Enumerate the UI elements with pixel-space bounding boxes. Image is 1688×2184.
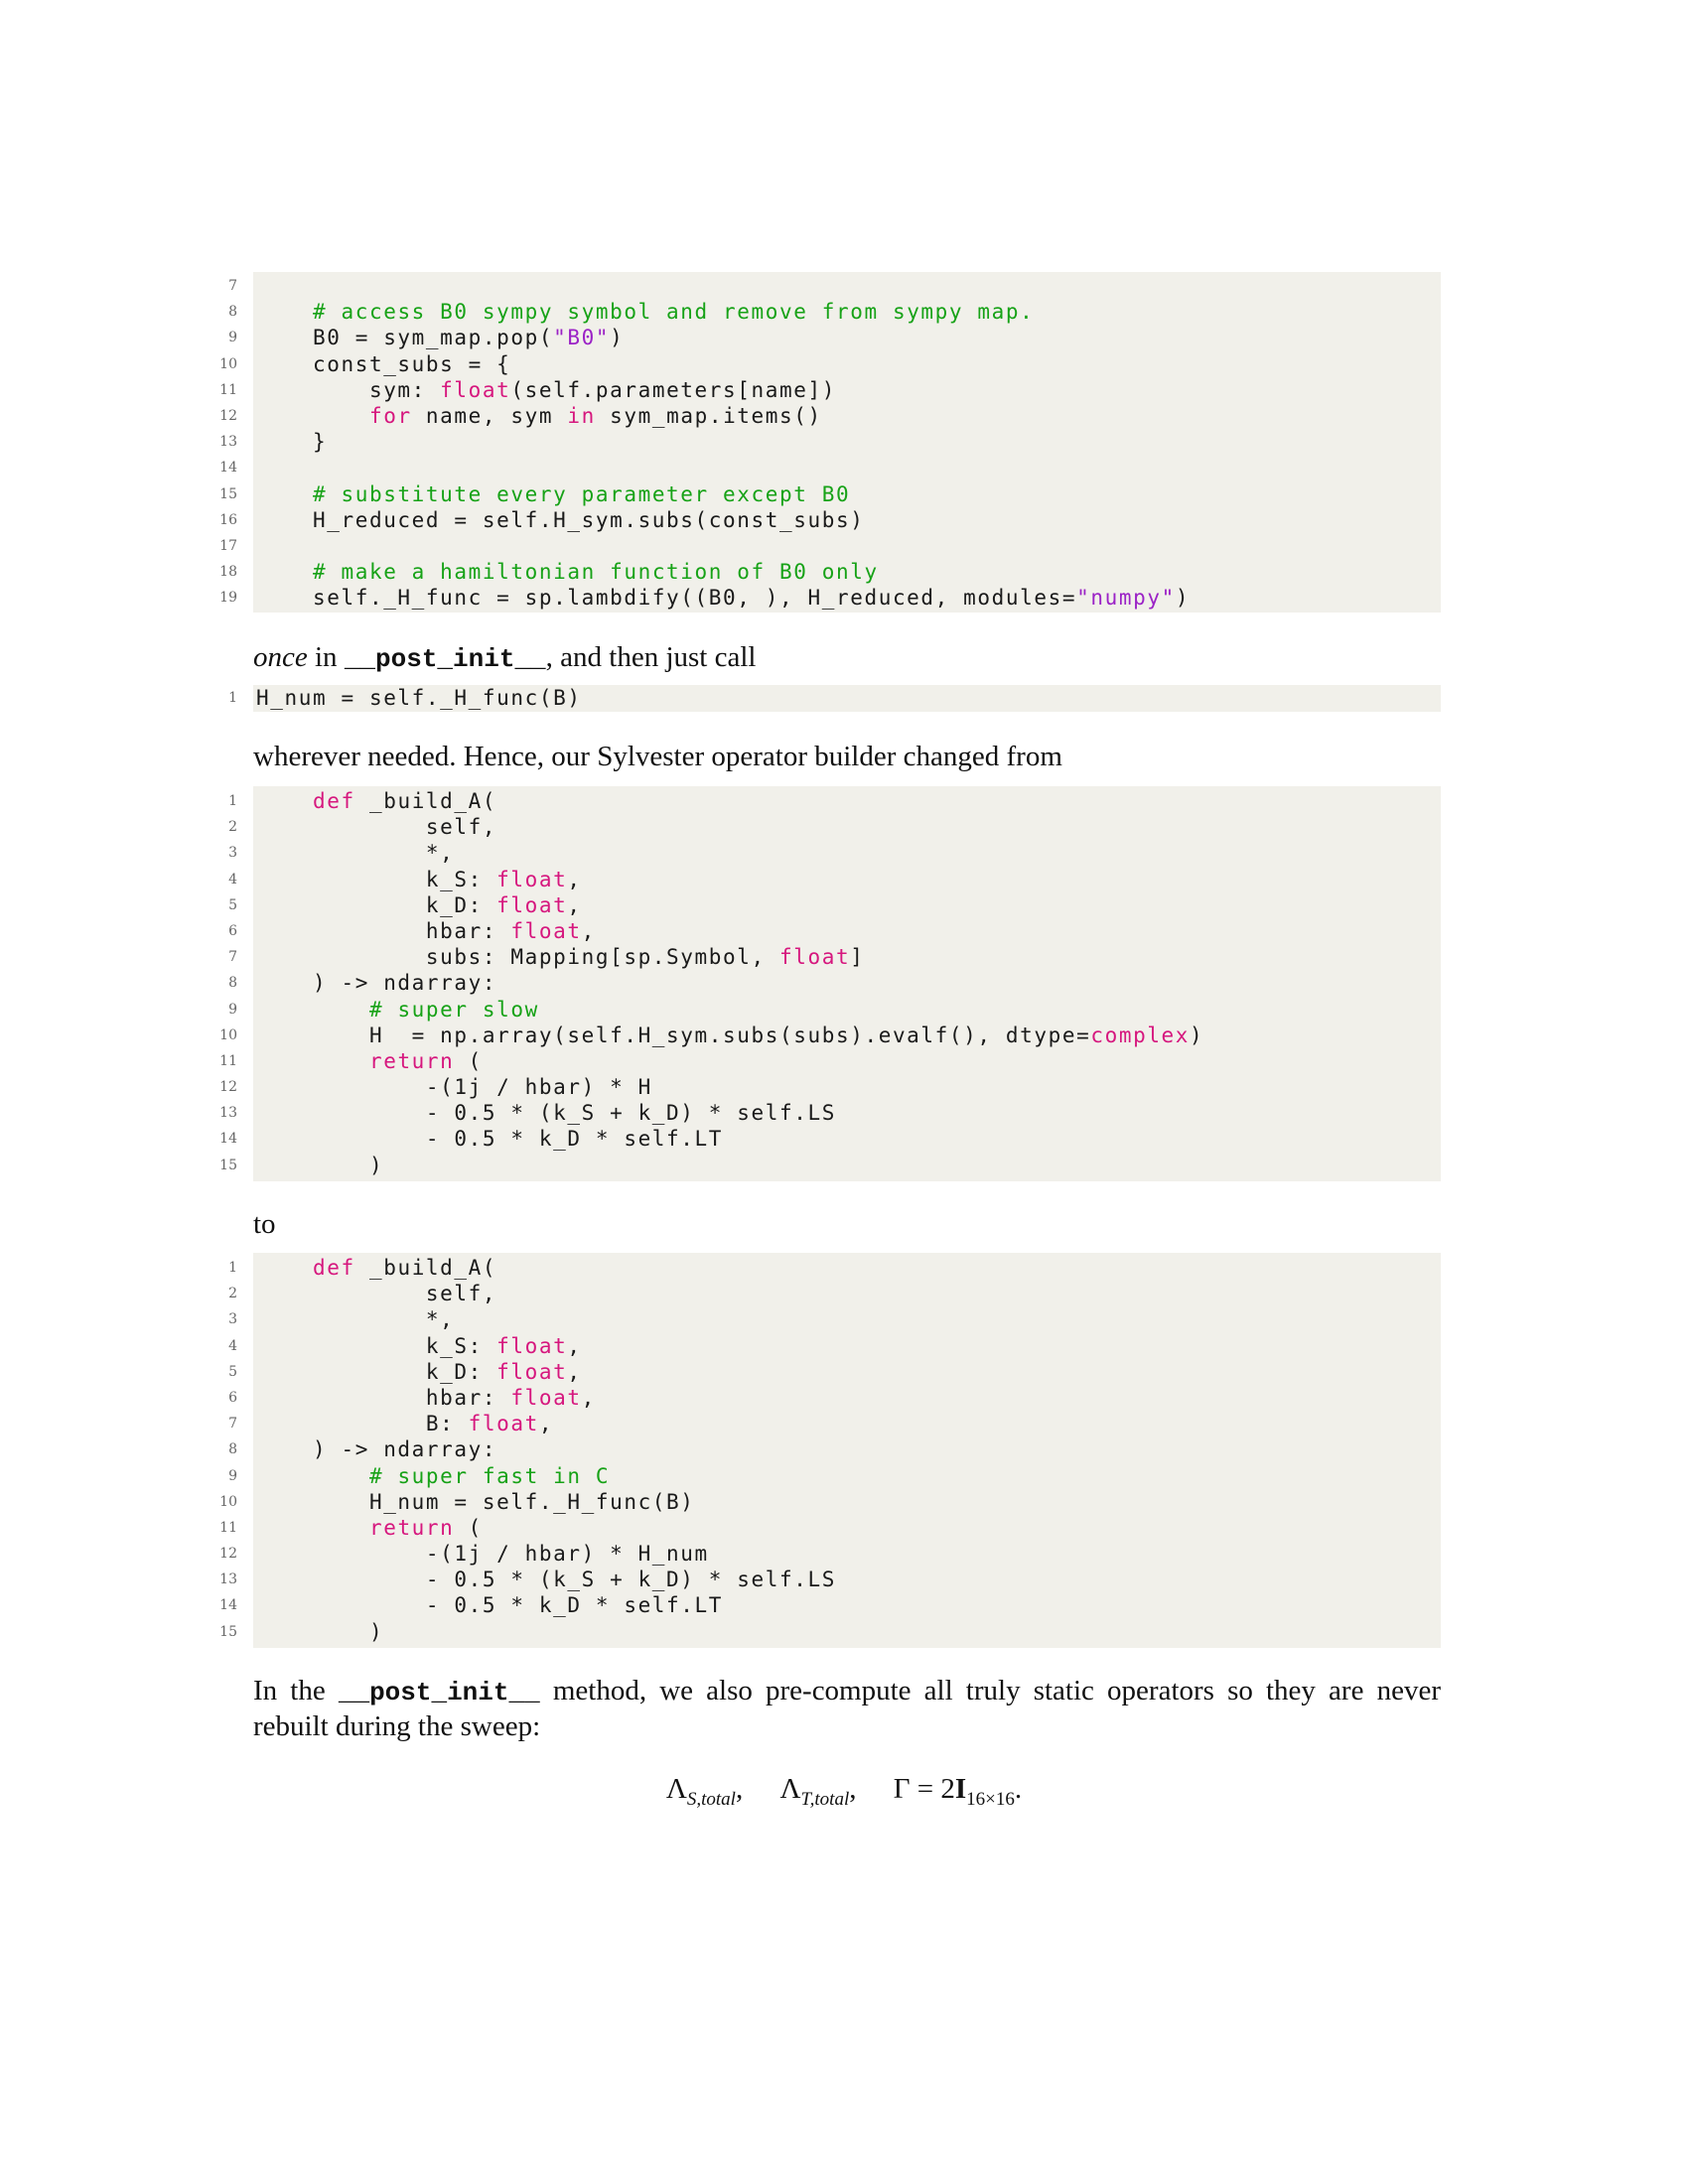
line-number: 9 [228, 330, 237, 346]
line-number: 12 [219, 1546, 237, 1563]
line-number: 17 [219, 537, 237, 554]
code-line [228, 892, 1441, 918]
code-line [219, 351, 1441, 377]
line-number: 4 [228, 871, 237, 887]
code-keyword: def [312, 789, 355, 813]
inline-code: __post_init__ [338, 1678, 540, 1707]
code-keyword: float [510, 918, 582, 943]
code-line [228, 273, 1441, 299]
code-token: k_D: [256, 892, 497, 917]
code-text [256, 429, 327, 455]
code-token: k_S: [256, 867, 497, 891]
code-token: - 0.5 * k_D * self.LT [256, 1593, 724, 1618]
code-token: ( [454, 1515, 483, 1540]
code-text [256, 788, 496, 814]
code-line [228, 1281, 1441, 1306]
code-token: self._H_func = sp.lambdify((B0, ), H_reduced, modules= [256, 586, 1077, 611]
code-token: ) -> ndarray: [256, 1437, 497, 1462]
code-line [228, 997, 1441, 1023]
code-line [228, 944, 1441, 970]
code-text [256, 1515, 483, 1541]
code-line [228, 1463, 1441, 1489]
line-number: 8 [228, 1441, 237, 1458]
code-line [228, 685, 1441, 711]
code-line [219, 403, 1441, 429]
line-number: 3 [228, 845, 237, 862]
code-line [228, 299, 1441, 325]
code-text [256, 1411, 553, 1436]
code-token: _build_A( [354, 1256, 497, 1280]
paragraph-text: in [307, 641, 345, 673]
code-token: ) [1190, 1023, 1204, 1047]
code-token: , [567, 1359, 582, 1384]
code-text [256, 840, 454, 866]
code-text [256, 1023, 1203, 1048]
code-comment: # substitute every parameter except B0 [312, 481, 851, 506]
code-token: } [256, 430, 328, 455]
line-number: 1 [228, 793, 237, 809]
code-text [256, 507, 864, 533]
code-token: H = np.array(self.H_sym.subs(subs).evalf(), dtype= [256, 1023, 1091, 1047]
code-text [256, 970, 496, 996]
code-token: - 0.5 * (k_S + k_D) * self.LS [256, 1568, 836, 1592]
line-number: 1 [228, 1260, 237, 1276]
code-line [228, 1411, 1441, 1436]
code-line [228, 970, 1441, 996]
code-line [228, 1359, 1441, 1385]
code-token [256, 789, 313, 813]
code-line [219, 1100, 1441, 1126]
code-line [219, 507, 1441, 533]
code-text [256, 351, 510, 377]
code-text [256, 867, 582, 892]
code-token: *, [256, 841, 455, 866]
equation-term-gamma: $\Gamma = 2I_{16\times 16}$. [893, 1773, 1023, 1810]
code-text [256, 814, 496, 840]
code-text [256, 403, 822, 429]
code-text [256, 1100, 836, 1126]
line-number: 18 [219, 564, 237, 581]
code-string: "B0" [553, 326, 611, 350]
code-text [256, 1359, 582, 1385]
code-line [219, 455, 1441, 480]
code-text [256, 1126, 723, 1152]
code-line [219, 377, 1441, 403]
code-line [228, 325, 1441, 350]
code-block-build-a-old [219, 786, 1441, 1181]
line-number: 12 [219, 407, 237, 424]
line-number: 3 [228, 1311, 237, 1328]
code-keyword: float [468, 1412, 539, 1436]
emphasis-once: once [253, 641, 308, 673]
code-token: B0 = sym_map.pop( [256, 326, 554, 350]
code-line [219, 1074, 1441, 1100]
line-number: 9 [228, 1467, 237, 1484]
code-comment: # super slow [368, 997, 539, 1022]
line-number: 4 [228, 1337, 237, 1354]
code-token: , [581, 1385, 596, 1410]
code-text [256, 1048, 483, 1074]
code-token [256, 1049, 369, 1073]
code-comment: # super fast in C [368, 1463, 611, 1488]
paragraph-text: , and then just call [545, 641, 757, 673]
code-text [256, 997, 539, 1023]
line-number: 2 [228, 819, 237, 836]
line-number: 10 [219, 1493, 237, 1510]
code-text [256, 481, 850, 507]
code-text [256, 892, 582, 918]
code-token: H_reduced = self.H_sym.subs(const_subs) [256, 507, 865, 532]
code-keyword: def [312, 1256, 355, 1280]
code-token: ( [454, 1048, 483, 1073]
paragraph-once-call [253, 640, 1441, 676]
code-token: H_num = self._H_func(B) [256, 1489, 695, 1514]
code-token: ) -> ndarray: [256, 971, 497, 996]
code-line [219, 1541, 1441, 1567]
line-number: 7 [228, 949, 237, 966]
code-line [228, 788, 1441, 814]
code-token: sym_map.items() [595, 403, 822, 428]
line-number: 15 [219, 485, 237, 502]
code-token [256, 300, 313, 324]
code-token: ] [850, 945, 865, 970]
code-line [219, 585, 1441, 611]
code-comment: # make a hamiltonian function of B0 only [312, 560, 879, 585]
code-text [256, 1333, 582, 1359]
code-line [228, 867, 1441, 892]
line-number: 14 [219, 1131, 237, 1148]
code-token: , [567, 1333, 582, 1358]
code-token: k_S: [256, 1333, 497, 1358]
code-line [219, 1515, 1441, 1541]
code-keyword: complex [1090, 1023, 1191, 1047]
line-number: 14 [219, 1597, 237, 1614]
line-number: 7 [228, 1416, 237, 1433]
line-number: 13 [219, 1571, 237, 1588]
code-token: ) [256, 1619, 384, 1644]
code-keyword: in [567, 403, 596, 428]
code-text [256, 1489, 695, 1515]
code-line [228, 814, 1441, 840]
code-line [219, 1153, 1441, 1178]
code-token: hbar: [256, 918, 511, 943]
code-line [219, 1619, 1441, 1645]
code-text [256, 1567, 836, 1592]
code-text [256, 1385, 596, 1411]
code-text [256, 1436, 496, 1462]
equation-term-lambda-t: $\Lambda_{T,total}$, [779, 1773, 857, 1810]
display-equation [0, 1773, 1688, 1811]
code-token: hbar: [256, 1385, 511, 1410]
code-token: - 0.5 * (k_S + k_D) * self.LS [256, 1101, 836, 1126]
code-token: , [567, 892, 582, 917]
line-number: 1 [228, 690, 237, 706]
line-number: 19 [219, 590, 237, 607]
code-text [256, 1153, 383, 1178]
line-number: 10 [219, 355, 237, 372]
paragraph-wherever: wherever needed. Hence, our Sylvester operator builder changed from [253, 741, 1062, 772]
code-token: -(1j / hbar) * H [256, 1075, 652, 1100]
code-block-lambdify [219, 272, 1441, 613]
code-comment: # access B0 sympy symbol and remove from sympy map. [312, 300, 1035, 325]
code-keyword: return [368, 1048, 455, 1073]
code-keyword: for [368, 403, 412, 428]
code-keyword: return [368, 1515, 455, 1540]
code-token: self, [256, 815, 497, 840]
code-token [256, 998, 369, 1022]
code-text [256, 918, 596, 944]
paragraph-post-init [253, 1674, 1441, 1743]
line-number: 13 [219, 434, 237, 451]
code-text [256, 585, 1190, 611]
line-number: 5 [228, 896, 237, 913]
code-text [256, 1592, 723, 1618]
code-string: "numpy" [1076, 586, 1176, 611]
inline-code: __post_init__ [344, 644, 546, 674]
code-token [256, 404, 369, 428]
code-keyword: float [440, 377, 511, 402]
code-token: ) [256, 1153, 384, 1177]
code-token: name, sym [411, 403, 568, 428]
code-token [256, 1256, 313, 1280]
code-token: *, [256, 1307, 455, 1332]
line-number: 14 [219, 460, 237, 477]
code-line [228, 1436, 1441, 1462]
code-token [256, 1464, 369, 1488]
line-number: 16 [219, 511, 237, 528]
code-line [219, 481, 1441, 507]
code-line [228, 1385, 1441, 1411]
code-line [219, 429, 1441, 455]
code-line [228, 1306, 1441, 1332]
code-token: sym: [256, 377, 441, 402]
code-line [219, 1592, 1441, 1618]
code-line [219, 1489, 1441, 1515]
equation-term-lambda-s: $\Lambda_{S,total}$, [665, 1773, 744, 1810]
code-token: const_subs = { [256, 351, 511, 376]
code-token: , [581, 918, 596, 943]
code-line [219, 1023, 1441, 1048]
line-number: 9 [228, 1001, 237, 1018]
line-number: 6 [228, 1389, 237, 1406]
line-number: 10 [219, 1026, 237, 1043]
line-number: 13 [219, 1105, 237, 1122]
code-line [228, 1333, 1441, 1359]
code-token: ) [1175, 586, 1191, 611]
code-token: k_D: [256, 1359, 497, 1384]
code-line [219, 1567, 1441, 1592]
code-text [256, 685, 582, 711]
code-token: self, [256, 1282, 497, 1306]
line-number: 11 [219, 381, 237, 398]
code-token [256, 482, 313, 506]
code-token [256, 1516, 369, 1540]
code-token: subs: Mapping[sp.Symbol, [256, 945, 779, 970]
line-number: 11 [219, 1052, 237, 1069]
line-number: 6 [228, 922, 237, 939]
line-number: 2 [228, 1286, 237, 1302]
code-token: B: [256, 1412, 469, 1436]
code-line [228, 918, 1441, 944]
code-token: - 0.5 * k_D * self.LT [256, 1127, 724, 1152]
code-text [256, 944, 864, 970]
line-number: 8 [228, 304, 237, 321]
paragraph-text: method, we also pre-compute all truly static operators so they are never rebuilt during the sweep: [253, 1675, 1441, 1742]
line-number: 8 [228, 975, 237, 992]
code-line [219, 1048, 1441, 1074]
paragraph-to: to [253, 1208, 276, 1240]
code-keyword: float [496, 892, 568, 917]
code-keyword: float [779, 945, 851, 970]
code-text [256, 377, 836, 403]
code-token: ) [610, 326, 625, 350]
code-text [256, 1463, 610, 1489]
line-number: 5 [228, 1363, 237, 1380]
code-line [219, 559, 1441, 585]
code-line [219, 533, 1441, 559]
code-text [256, 299, 1034, 325]
code-token: , [567, 867, 582, 891]
code-text [256, 559, 879, 585]
code-text [256, 1619, 383, 1645]
line-number: 15 [219, 1157, 237, 1173]
code-text [256, 1074, 652, 1100]
code-keyword: float [496, 1333, 568, 1358]
line-number: 12 [219, 1079, 237, 1096]
code-text [256, 1255, 496, 1281]
line-number: 15 [219, 1623, 237, 1640]
code-token [256, 560, 313, 584]
code-keyword: float [496, 1359, 568, 1384]
line-number: 7 [228, 278, 237, 294]
code-keyword: float [496, 867, 568, 891]
code-token: (self.parameters[name]) [510, 377, 836, 402]
code-line [228, 840, 1441, 866]
code-token: _build_A( [354, 789, 497, 813]
code-block-build-a-new [219, 1253, 1441, 1648]
code-text [256, 1281, 496, 1306]
code-block-call [228, 685, 1441, 712]
code-text [256, 325, 624, 350]
code-text [256, 1541, 709, 1567]
paragraph-text: In the [253, 1675, 339, 1706]
code-line [228, 1255, 1441, 1281]
line-number: 11 [219, 1519, 237, 1536]
code-text [256, 1306, 454, 1332]
code-token: , [538, 1412, 554, 1436]
code-line [219, 1126, 1441, 1152]
code-token: H_num = self._H_func(B) [256, 686, 582, 710]
code-keyword: float [510, 1385, 582, 1410]
code-token: -(1j / hbar) * H_num [256, 1542, 709, 1567]
